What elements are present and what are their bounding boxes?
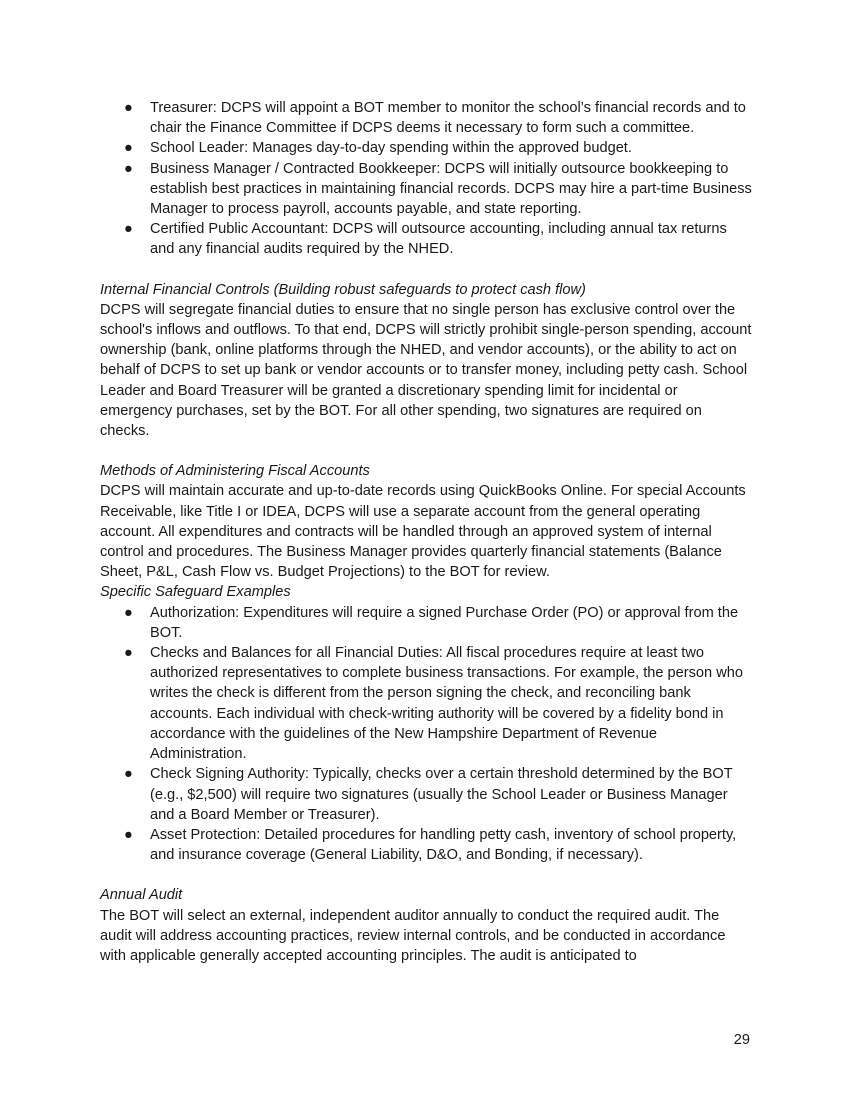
internal-controls-heading: Internal Financial Controls (Building robust safeguards to protect cash flow) bbox=[100, 281, 586, 298]
roles-list bbox=[100, 98, 752, 260]
spacer bbox=[100, 865, 752, 885]
annual-audit-heading: Annual Audit bbox=[100, 887, 183, 904]
list-item bbox=[100, 159, 752, 220]
list-item bbox=[100, 764, 752, 825]
list-item bbox=[100, 825, 752, 865]
internal-controls-body: DCPS will segregate financial duties to ensure that no single person has exclusive control over the school's inflows and outflows. To that end, DCPS will strictly prohibit single-person spending, account ownership (bank, online platforms through the NHED, and vendor accounts), or the ability to act on behalf of DCPS to set up bank or vendor accounts or to transfer money, including petty cash. School Leader and Board Treasurer will be granted a discretionary spending limit for incidental or emergency purchases, set by the BOT. For all other spending, two signatures are required on checks. bbox=[100, 301, 752, 440]
bullet-icon: ● bbox=[124, 645, 133, 662]
list-item-text: Asset Protection: Detailed procedures for handling petty cash, inventory of school property, and insurance coverage (General Liability, D&O, and Bonding, if necessary). bbox=[150, 826, 737, 864]
list-item-text: Business Manager / Contracted Bookkeeper: DCPS will initially outsource bookkeeping to establish best practices in maintaining financial records. DCPS may hire a part-time Business Manager to process payroll, accounts payable, and state reporting. bbox=[150, 160, 752, 218]
page-number: 29 bbox=[733, 1032, 750, 1048]
list-item-text: Check Signing Authority: Typically, checks over a certain threshold determined by the BOT (e.g., $2,500) will require two signatures (usually the School Leader or Business Manager and a Board Member or Treasurer). bbox=[150, 766, 733, 823]
bullet-icon: ● bbox=[124, 140, 133, 157]
list-item bbox=[100, 219, 752, 259]
bullet-icon: ● bbox=[124, 766, 133, 783]
list-item bbox=[100, 138, 752, 158]
bullet-icon: ● bbox=[124, 221, 133, 238]
spacer bbox=[100, 260, 752, 280]
fiscal-accounts-heading: Methods of Administering Fiscal Accounts bbox=[100, 463, 370, 480]
bullet-icon: ● bbox=[124, 100, 133, 116]
safeguards-list bbox=[100, 603, 752, 866]
annual-audit-body: The BOT will select an external, independent auditor annually to conduct the required audit. The audit will address accounting practices, review internal controls, and be conducted in accordance with applicable generally accepted accounting principles. The audit is anticipated to bbox=[100, 907, 726, 964]
list-item-text: Authorization: Expenditures will require a signed Purchase Order (PO) or approval from the BOT. bbox=[150, 604, 739, 641]
list-item-text: Treasurer: DCPS will appoint a BOT member to monitor the school’s financial records and to chair the Finance Committee if DCPS deems it necessary to form such a committee. bbox=[150, 100, 746, 137]
spacer bbox=[100, 441, 752, 461]
list-item bbox=[100, 643, 752, 764]
list-item-text: School Leader: Manages day-to-day spending within the approved budget. bbox=[150, 140, 632, 157]
bullet-icon: ● bbox=[124, 160, 133, 177]
list-item-text: Checks and Balances for all Financial Duties: All fiscal procedures require at least two authorized representatives to complete business transactions. For example, the person who writes the check is different from the person signing the check, and reconciling bank accounts. Each individual with check-writing authority will be covered by a fidelity bond in accordance with the guidelines of the New Hampshire Department of Revenue Administration. bbox=[150, 645, 743, 763]
fiscal-accounts-body: DCPS will maintain accurate and up-to-date records using QuickBooks Online. For special Accounts Receivable, like Title I or IDEA, DCPS will use a separate account from the general operating account. All expenditures and contracts will be handled through an approved system of internal control and procedures. The Business Manager provides quarterly financial statements (Balance Sheet, P&L, Cash Flow vs. Budget Projections) to the BOT for review. bbox=[100, 483, 746, 581]
safeguards-heading: Specific Safeguard Examples bbox=[100, 584, 291, 601]
list-item-text: Certified Public Accountant: DCPS will outsource accounting, including annual tax returns and any financial audits required by the NHED. bbox=[150, 221, 727, 258]
document-page bbox=[100, 98, 752, 966]
list-item bbox=[100, 98, 752, 138]
list-item bbox=[100, 603, 752, 643]
bullet-icon: ● bbox=[124, 604, 133, 621]
bullet-icon: ● bbox=[124, 826, 133, 843]
